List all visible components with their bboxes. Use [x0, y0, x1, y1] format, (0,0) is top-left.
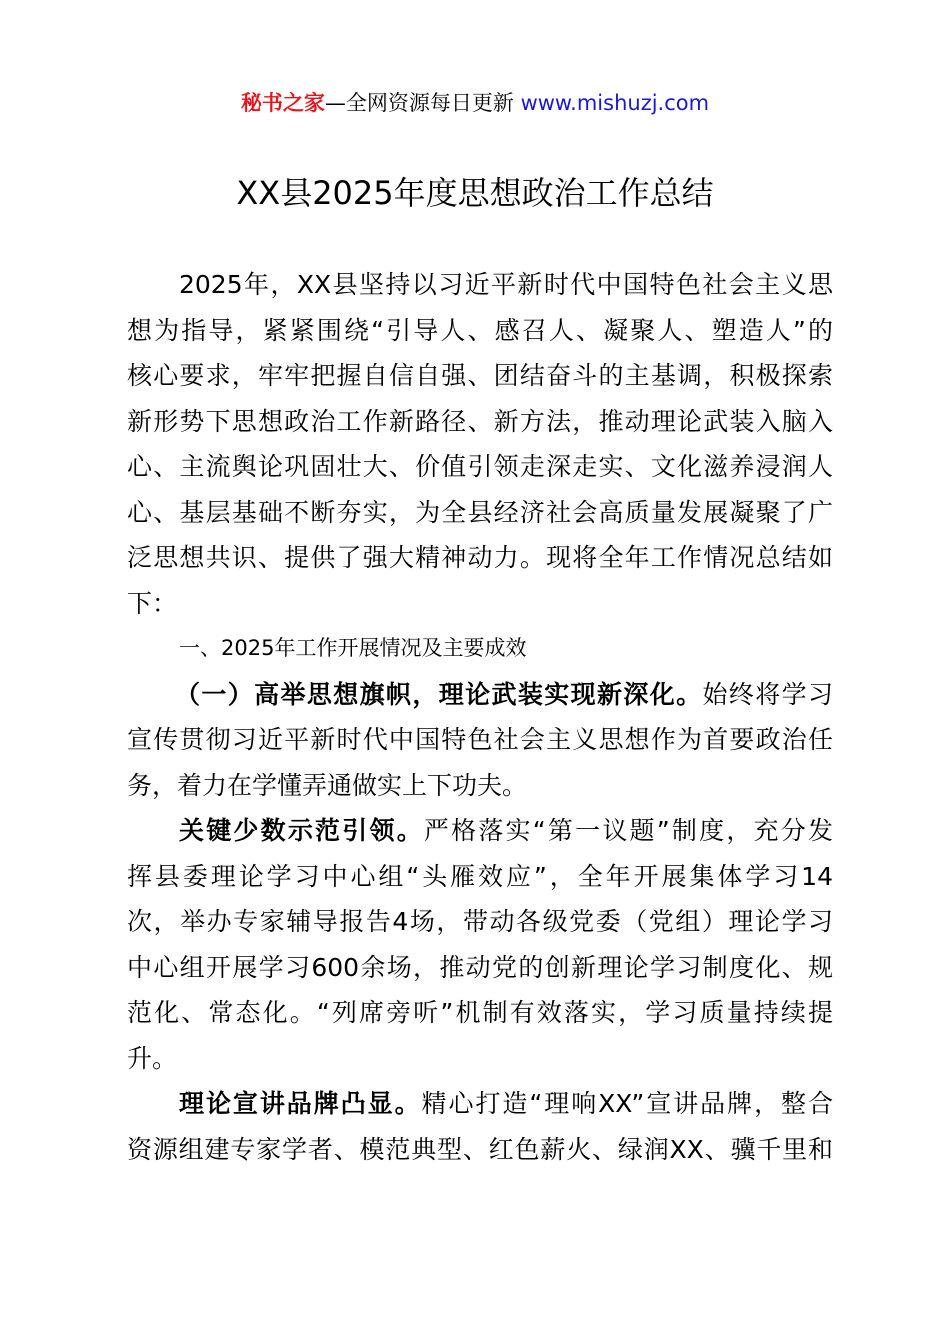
subsection-1-text: 始终将学习: [702, 679, 833, 709]
paragraph-2-line: 范化、常态化。“列席旁听”机制有效落实，学习质量持续提: [127, 998, 833, 1027]
brand-name: 秘书之家: [240, 91, 325, 115]
site-header: [0, 88, 950, 118]
intro-line: 心、基层基础不断夯实，为全县经济社会高质量发展凝聚了广: [127, 497, 833, 527]
paragraph-2-line: 挥县委理论学习中心组“头雁效应”，全年开展集体学习14: [127, 861, 833, 891]
intro-line: 泛思想共识、提供了强大精神动力。现将全年工作情况总结如: [127, 543, 833, 572]
paragraph-2-line: 升。: [127, 1043, 178, 1073]
subsection-1-line: 宣传贯彻习近平新时代中国特色社会主义思想作为首要政治任: [127, 725, 833, 754]
header-tagline: —全网资源每日更新: [324, 91, 514, 115]
paragraph-2-text: 严格落实“第一议题”制度，充分发: [423, 816, 833, 845]
subsection-1-heading: （一）高举思想旗帜，理论武装实现新深化。: [175, 679, 703, 709]
paragraph-3-text: 精心打造“理响XX”宣讲品牌，整合: [421, 1089, 833, 1118]
section-heading: 一、2025年工作开展情况及主要成效: [179, 636, 527, 660]
intro-line: 2025年，XX县坚持以习近平新时代中国特色社会主义思: [179, 270, 833, 299]
paragraph-3-heading: 理论宣讲品牌凸显。: [179, 1089, 422, 1118]
intro-line: 核心要求，牢牢把握自信自强、团结奋斗的主基调，积极探索: [127, 361, 833, 390]
paragraph-3-line: 资源组建专家学者、模范典型、红色薪火、绿润XX、骥千里和: [127, 1134, 833, 1164]
intro-line: 心、主流舆论巩固壮大、价值引领走深走实、文化滋养浸润人: [127, 452, 833, 481]
intro-line: 想为指导，紧紧围绕“引导人、感召人、凝聚人、塑造人”的: [127, 315, 833, 345]
document-title: XX县2025年度思想政治工作总结: [236, 174, 714, 212]
site-url-link[interactable]: www.mishuzj.com: [520, 91, 710, 115]
paragraph-2-first-line: [127, 808, 833, 854]
intro-line: 新形势下思想政治工作新路径、新方法，推动理论武装入脑入: [127, 406, 833, 436]
subsection-1-first-line: [127, 672, 833, 718]
paragraph-2-line: 中心组开展学习600余场，推动党的创新理论学习制度化、规: [127, 952, 833, 982]
paragraph-3-first-line: [127, 1081, 833, 1127]
paragraph-2-heading: 关键少数示范引领。: [179, 816, 424, 845]
intro-line: 下：: [127, 588, 178, 618]
paragraph-2-line: 次，举办专家辅导报告4场，带动各级党委（党组）理论学习: [127, 907, 833, 936]
document-body: [127, 262, 833, 1172]
subsection-1-line: 务，着力在学懂弄通做实上下功夫。: [127, 770, 528, 800]
